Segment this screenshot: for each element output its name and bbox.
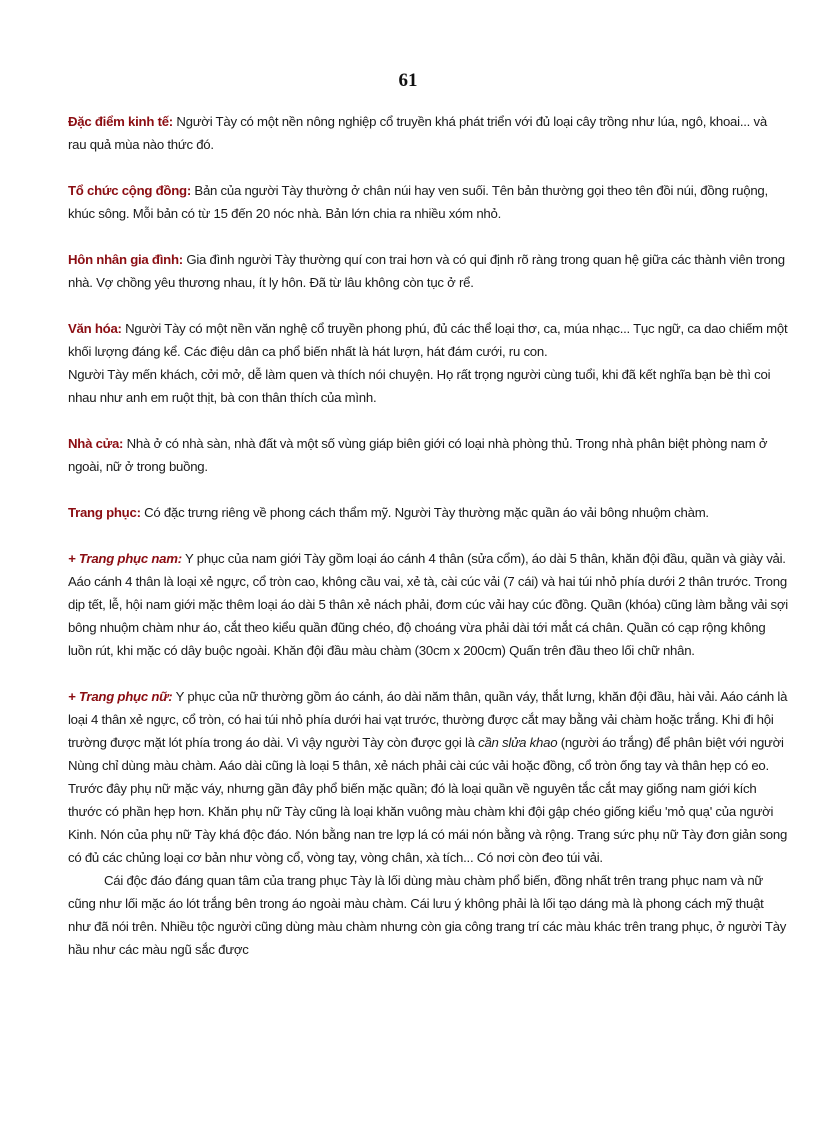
section-heading: Văn hóa: bbox=[68, 321, 122, 336]
section-hon-nhan bbox=[68, 248, 788, 294]
section-nha-cua bbox=[68, 432, 788, 478]
subsection-heading: + Trang phục nữ: bbox=[68, 689, 173, 704]
section-trang-phuc bbox=[68, 501, 788, 524]
section-kinh-te bbox=[68, 110, 788, 156]
section-text: Nhà ở có nhà sàn, nhà đất và một số vùng giáp biên giới có loại nhà phòng thủ. Trong nhà phân biệt phòng nam ở ngoài, nữ ở trong buồng. bbox=[68, 436, 768, 474]
italic-term: cần slửa khao bbox=[478, 735, 558, 750]
closing-paragraph: Cái độc đáo đáng quan tâm của trang phục Tày là lối dùng màu chàm phổ biến, đồng nhất trên trang phục nam và nữ cũng như lối mặc áo lót trắng bên trong áo ngoài màu chàm. Cái lưu ý không phải là lối tạo dáng mà là phong cách mỹ thuật như đã nói trên. Nhiều tộc người cũng dùng màu chàm nhưng còn gia công trang trí các màu khác trên trang phục, ở người Tày hầu như các màu ngũ sắc được bbox=[68, 873, 787, 957]
section-heading: Trang phục: bbox=[68, 505, 141, 520]
page-number: 61 bbox=[398, 70, 418, 91]
section-heading: Hôn nhân gia đình: bbox=[68, 252, 183, 267]
subsection-heading: + Trang phục nam: bbox=[68, 551, 182, 566]
section-heading: Tổ chức cộng đồng: bbox=[68, 183, 191, 198]
section-van-hoa bbox=[68, 317, 788, 363]
section-van-hoa-continued: Người Tày mến khách, cởi mở, dễ làm quen và thích nói chuyện. Họ rất trọng người cùng tuổi, khi đã kết nghĩa bạn bè thì coi nhau như anh em ruột thịt, bà con thân thích của mình. bbox=[68, 367, 771, 405]
section-text: Bản của người Tày thường ở chân núi hay ven suối. Tên bản thường gọi theo tên đồi núi, đồng ruộng, khúc sông. Mỗi bản có từ 15 đến 20 nóc nhà. Bản lớn chia ra nhiều xóm nhỏ. bbox=[68, 183, 768, 221]
section-text: Gia đình người Tày thường quí con trai hơn và có qui định rõ ràng trong quan hệ giữa các thành viên trong nhà. Vợ chồng yêu thương nhau, ít ly hôn. Đã từ lâu không còn tục ở rể. bbox=[68, 252, 785, 290]
page-body bbox=[68, 110, 788, 961]
section-text: Người Tày có một nền văn nghệ cổ truyền phong phú, đủ các thể loại thơ, ca, múa nhạc... Tục ngữ, ca dao chiếm một khối lượng đáng kể. Các điệu dân ca phổ biến nhất là hát lượn, hát đám cưới, ru con. bbox=[68, 321, 788, 359]
section-heading: Nhà cửa: bbox=[68, 436, 124, 451]
section-text: Có đặc trưng riêng về phong cách thẩm mỹ. Người Tày thường mặc quần áo vải bông nhuộm chàm. bbox=[140, 505, 709, 520]
section-text: Y phục của nữ thường gồm áo cánh, áo dài năm thân, quần váy, thắt lưng, khăn đội đầu, hài vải. Aáo cánh là loại 4 thân xẻ ngực, cổ tròn, có hai túi nhỏ phía dưới hai vạt trước, thường được cắt may bằng vải chàm hoặc trắng. Khi đi hội trường được mặt lót phía trong áo dài. Vì vậy người Tày còn được gọi là bbox=[68, 689, 788, 750]
section-text: Người Tày có một nền nông nghiệp cổ truyền khá phát triển với đủ loại cây trồng như lúa, ngô, khoai... và rau quả mùa nào thức đó. bbox=[68, 114, 767, 152]
section-cong-dong bbox=[68, 179, 788, 225]
section-text: Y phục của nam giới Tày gồm loại áo cánh 4 thân (sửa cổm), áo dài 5 thân, khăn đội đầu, quần và giày vải. Aáo cánh 4 thân là loại xẻ ngực, cổ tròn cao, không cầu vai, xẻ tà, cài cúc vải (7 cái) và hai túi nhỏ phía dưới 2 thân trước. Trong dịp tết, lễ, hội nam giới mặc thêm loại áo dài 5 thân xẻ nách phải, đơm cúc vải hay cúc đồng. Quần (khóa) cũng làm bằng vải sợi bông nhuộm chàm như áo, cắt theo kiểu quần đũng chéo, độ choáng vừa phải dài tới mắt cá chân. Quần có cạp rộng không luồn rút, khi mặc có dây buộc ngoài. Khăn đội đầu màu chàm (30cm x 200cm) Quấn trên đầu theo lối chữ nhân. bbox=[68, 551, 788, 658]
section-trang-phuc-nam bbox=[68, 547, 788, 662]
section-trang-phuc-nu bbox=[68, 685, 788, 869]
section-heading: Đặc điểm kinh tế: bbox=[68, 114, 173, 129]
section-text-continued: (người áo trắng) để phân biệt với người Nùng chỉ dùng màu chàm. Aáo dài cũng là loại 5 thân, xẻ nách phải cài cúc vải hoặc đồng, cổ tròn ống tay và thân hẹp có eo. Trước đây phụ nữ mặc váy, nhưng gần đây phổ biến mặc quần; đó là loại quần về nguyên tắc cắt may giống nam giới kích thước có phần hẹp hơn. Khăn phụ nữ Tày cũng là loại khăn vuông màu chàm khi đội gập chéo giống kiểu 'mỏ quạ' của người Kinh. Nón của phụ nữ Tày khá độc đáo. Nón bằng nan tre lợp lá có mái nón bằng và rộng. Trang sức phụ nữ Tày đơn giản song có đủ các chủng loại cơ bản như vòng cổ, vòng tay, vòng chân, xà tích... Có nơi còn đeo túi vải. bbox=[68, 735, 788, 865]
